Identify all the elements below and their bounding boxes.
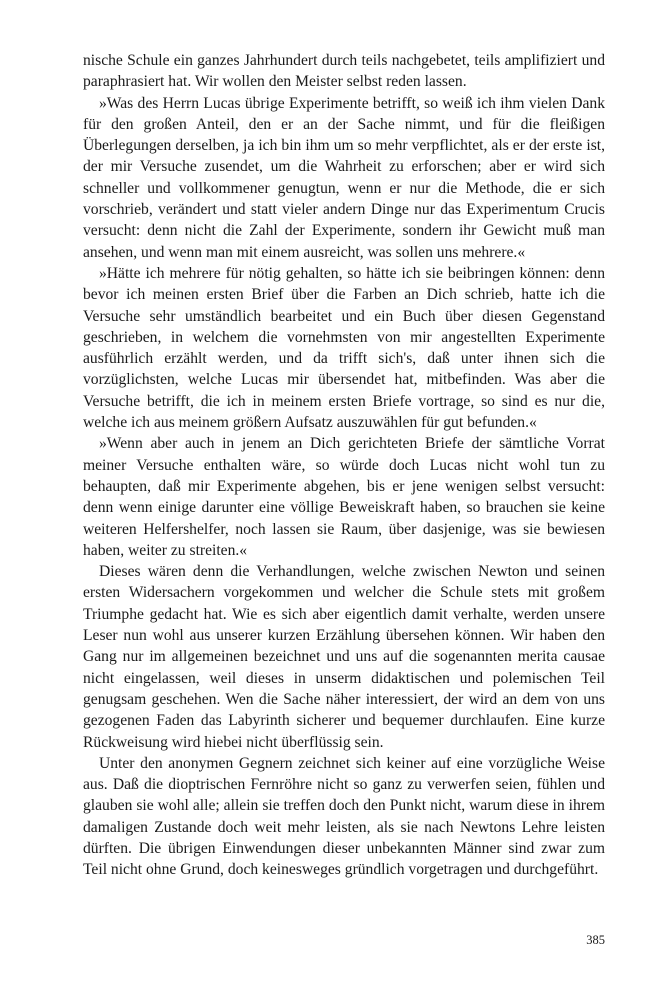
paragraph-quote-lucas-experiments: »Was des Herrn Lucas übrige Experimente betrifft, so weiß ich ihm vielen Dank für den großen Anteil, den er an der Sache nimmt, und für die fleißigen Überlegungen derselben, ja ich bin ihm um so mehr verpflichtet, als er der erste ist, der mir Versuche zusendet, um die Wahrheit zu erforschen; aber er wird sich schneller und vollkommener genugtun, wenn er nur die Methode, die er sich vorschrieb, verändert und statt vieler andern Dinge nur das Experimentum Crucis versucht: denn nicht die Zahl der Experimente, sondern ihr Gewicht muß man ansehen, und wenn man mit einem ausreicht, was sollen uns mehrere.« — [83, 94, 605, 261]
page-number: 385 — [586, 933, 605, 947]
paragraph-quote-more-experiments: »Hätte ich mehrere für nötig gehalten, so hätte ich sie beibringen können: denn bevor ich meinen ersten Brief über die Farben an Dich schrieb, hatte ich die Versuche sehr umständlich bearbeitet und ein Buch über diesen Gegenstand geschrieben, in welchem die vornehmsten von mir angestellten Experimente ausführlich erzählt werden, und da trifft sich's, daß unter ihnen sich die vorzüglichsten, welche Lucas mir übersendet hat, mitbefinden. Was aber die Versuche betrifft, die ich in meinem ersten Briefe vortrage, so sind es nur die, welche ich aus meinem größern Aufsatz auszuwählen für gut befunden.« — [83, 264, 605, 432]
paragraph-anonymous-opponents: Unter den anonymen Gegnern zeichnet sich keiner auf eine vorzügliche Weise aus. Daß die dioptrischen Fernröhre nicht so ganz zu verwerfen seien, fühlen und glauben sie wohl alle; allein sie treffen doch den Punkt nicht, warum diese in ihrem damaligen Zustande doch weit mehr leisten, als sie nach Newtons Lehre leisten dürften. Die übrigen Einwendungen dieser unbekannten Männer sind zwar zum Teil nicht ohne Grund, doch keinesweges gründlich vorgetragen und durchgeführt. — [83, 754, 605, 879]
paragraph-negotiations: Dieses wären denn die Verhandlungen, welche zwischen Newton und seinen ersten Widersachern vorgekommen und welcher die Schule stets mit großem Triumphe gedacht hat. Wie es sich aber eigentlich damit verhalte, werden unsere Leser nun wohl aus unserer kurzen Erzählung übersehen können. Wir haben den Gang nur im allgemeinen bezeichnet und uns auf die sogenannten merita causae nicht eingelassen, weil dieses in unserm didaktischen und polemischen Teil genugsam geschehen. Wen die Sache näher interessiert, der wird an dem von uns gezogenen Faden das Labyrinth sicherer und bequemer durchlaufen. Eine kurze Rückweisung wird hiebei nicht überflüssig sein. — [83, 563, 605, 751]
paragraph-continuation: nische Schule ein ganzes Jahrhundert durch teils nachgebetet, teils amplifiziert und paraphrasiert hat. Wir wollen den Meister selbst reden lassen. — [83, 52, 605, 91]
paragraph-quote-supply-of-experiments: »Wenn aber auch in jenem an Dich gerichteten Briefe der sämtliche Vorrat meiner Versuche enthalten wäre, so würde doch Lucas nicht wohl tun zu behaupten, daß mir Experimente abgehen, bis er jene wenigen selbst versucht: denn wenn einige darunter eine völlige Beweiskraft haben, so brauchen sie keine weiteren Helfershelfer, noch lassen sie Raum, über dasjenige, was sie bewiesen haben, weiter zu streiten.« — [83, 435, 605, 559]
body-text — [83, 50, 605, 881]
